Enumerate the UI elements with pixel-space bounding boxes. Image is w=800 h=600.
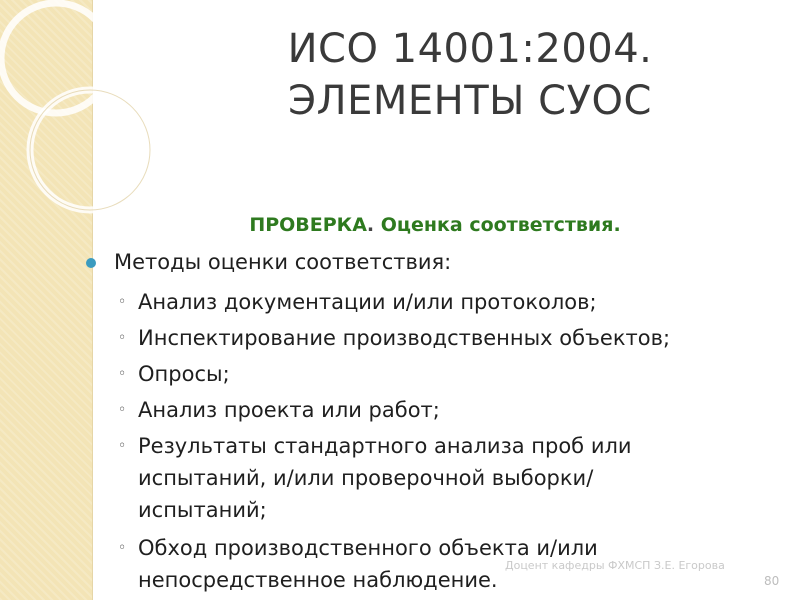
circle-bullet-icon: ◦ — [118, 330, 127, 346]
list-item-text: Анализ проекта или работ; — [138, 398, 440, 422]
circle-bullet-icon: ◦ — [118, 294, 127, 310]
list-item-text: Опросы; — [138, 362, 230, 386]
bullet-dot-icon — [86, 258, 96, 268]
list-item — [118, 322, 758, 354]
circle-bullet-icon: ◦ — [118, 438, 127, 454]
circle-bullet-icon: ◦ — [118, 402, 127, 418]
list-item — [118, 430, 678, 526]
footer-author: Доцент кафедры ФХМСП З.Е. Егорова — [505, 559, 725, 572]
list-item-text: Результаты стандартного анализа проб или испытаний, и/или проверочной выборки/испытаний; — [138, 434, 632, 522]
section-subheading — [200, 214, 670, 236]
slide-title-line1: ИСО 14001:2004. — [287, 26, 653, 72]
page-number: 80 — [764, 574, 780, 588]
list-item-text: Обход производственного объекта и/или непосредственное наблюдение. — [138, 536, 598, 592]
decorative-sidebar — [0, 0, 93, 600]
subheading-period: . — [366, 214, 375, 236]
circle-bullet-icon: ◦ — [118, 540, 127, 556]
methods-heading-text: Методы оценки соответствия: — [114, 250, 452, 274]
circle-bullet-icon: ◦ — [118, 366, 127, 382]
list-item — [118, 394, 758, 426]
slide-title-line2: ЭЛЕМЕНТЫ СУОС — [288, 78, 652, 124]
subheading-check: ПРОВЕРКА — [249, 214, 367, 236]
list-item-text: Анализ документации и/или протоколов; — [138, 290, 597, 314]
list-item-text: Инспектирование производственных объектов; — [138, 326, 671, 350]
list-item — [118, 286, 758, 318]
list-item — [118, 358, 758, 390]
methods-heading-item — [86, 250, 766, 274]
subheading-assessment: Оценка соответствия. — [374, 214, 621, 236]
